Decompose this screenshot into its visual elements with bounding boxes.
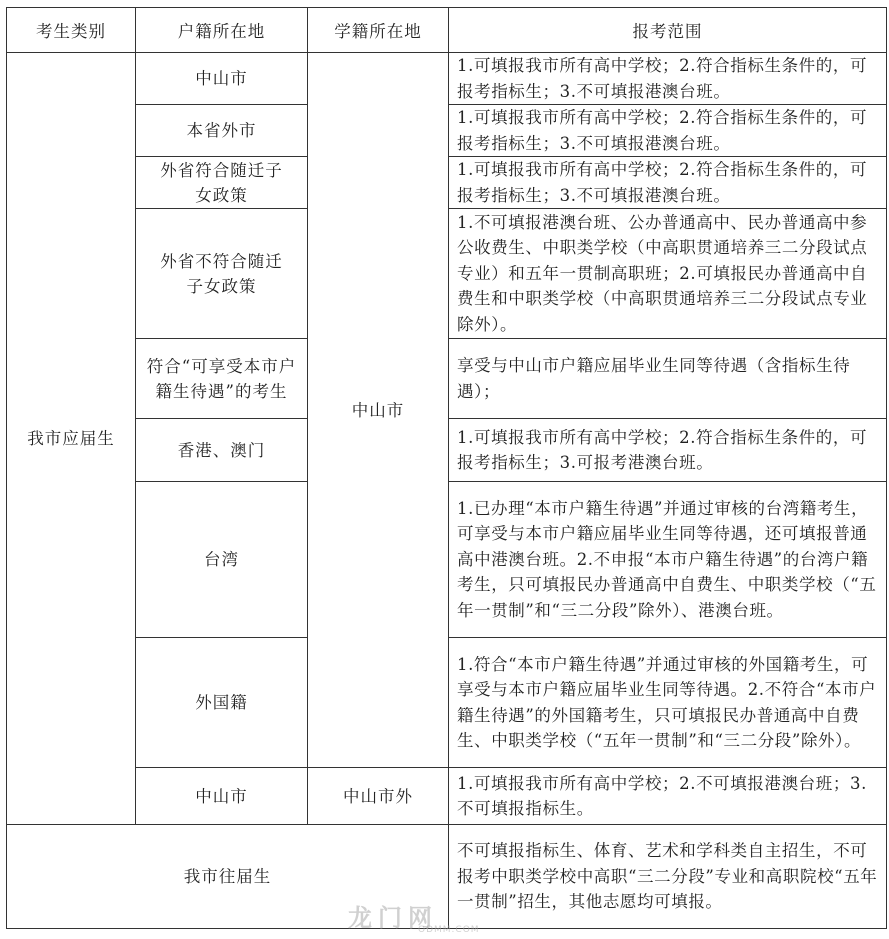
residence-cell: 外国籍 — [136, 638, 308, 768]
header-school: 学籍所在地 — [308, 8, 449, 53]
enrollment-scope-table — [6, 7, 887, 929]
scope-cell: 1.已办理“本市户籍生待遇”并通过审核的台湾籍考生，可享受与本市户籍应届毕业生同等待遇，还可填报普通高中港澳台班。2.不申报“本市户籍生待遇”的台湾户籍考生，只可填报民办普通高中自费生、中职类学校（“五年一贯制”和“三二分段”除外）、港澳台班。 — [449, 482, 887, 638]
watermark-main-text: 龙门网 — [348, 904, 438, 932]
residence-cell: 台湾 — [136, 482, 308, 638]
school-zhongshan-cell: 中山市 — [308, 53, 449, 768]
scope-cell: 1.可填报我市所有高中学校；2.符合指标生条件的，可报考指标生；3.不可填报港澳台班。 — [449, 53, 887, 105]
header-row — [7, 8, 887, 53]
scope-cell: 1.符合“本市户籍生待遇”并通过审核的外国籍考生，可享受与本市户籍应届毕业生同等待遇。2.不符合“本市户籍生待遇”的外国籍考生，只可填报民办普通高中自费生、中职类学校（“五年一贯制”和“三二分段”除外）。 — [449, 638, 887, 768]
scope-cell: 享受与中山市户籍应届毕业生同等待遇（含指标生待遇）； — [449, 339, 887, 419]
table-row — [7, 768, 887, 825]
header-scope: 报考范围 — [449, 8, 887, 53]
scope-cell: 1.可填报我市所有高中学校；2.符合指标生条件的，可报考指标生；3.不可填报港澳台班。 — [449, 105, 887, 157]
header-category: 考生类别 — [7, 8, 136, 53]
scope-cell: 1.可填报我市所有高中学校；2.不可填报港澳台班；3.不可填报指标生。 — [449, 768, 887, 825]
watermark-sub-text: ODMM.COM — [418, 925, 480, 935]
residence-cell: 符合“可享受本市户籍生待遇”的考生 — [136, 339, 308, 419]
residence-cell: 中山市 — [136, 768, 308, 825]
residence-cell: 外省符合随迁子女政策 — [136, 157, 308, 209]
scope-cell: 1.不可填报港澳台班、公办普通高中、民办普通高中参公收费生、中职类学校（中高职贯通培养三二分段试点专业）和五年一贯制高职班；2.可填报民办普通高中自费生和中职类学校（中高职贯通培养三二分段试点专业除外）。 — [449, 209, 887, 339]
watermark-logo — [348, 898, 548, 936]
residence-cell: 中山市 — [136, 53, 308, 105]
school-outside-cell: 中山市外 — [308, 768, 449, 825]
category-past-grads: 我市往届生 — [7, 825, 449, 929]
residence-cell: 本省外市 — [136, 105, 308, 157]
table-row — [7, 53, 887, 105]
header-residence: 户籍所在地 — [136, 8, 308, 53]
category-current-grads: 我市应届生 — [7, 53, 136, 825]
scope-cell: 1.可填报我市所有高中学校；2.符合指标生条件的，可报考指标生；3.不可填报港澳台班。 — [449, 157, 887, 209]
scope-cell: 不可填报指标生、体育、艺术和学科类自主招生，不可报考中职类学校中高职“三二分段”专业和高职院校“五年一贯制”招生，其他志愿均可填报。 — [449, 825, 887, 929]
residence-cell: 香港、澳门 — [136, 419, 308, 482]
residence-cell: 外省不符合随迁子女政策 — [136, 209, 308, 339]
scope-cell: 1.可填报我市所有高中学校；2.符合指标生条件的，可报考指标生；3.可报考港澳台班。 — [449, 419, 887, 482]
